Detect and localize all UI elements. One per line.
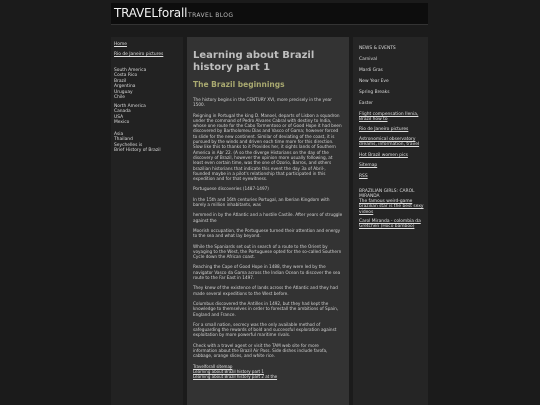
article-paragraph: Columbus discovered the Antilles in 1492, but they had kept the knowledge to themselves in order to forestall the ambitions of Spain, England and France. xyxy=(193,300,339,317)
nav-link[interactable]: Brief History of Brazil xyxy=(114,148,161,154)
article-title: Learning about Brazil history part 1 xyxy=(193,50,315,73)
article-paragraph: The history begins in the CENTURY XVI, more precisely in the year 1500. xyxy=(193,97,332,108)
article-paragraph: Reaching the Cape of Good Hope in 1488, they were led by the navigator Vasco da Gama across the Indian Ocean to discover the sea route to the Far East in 1497. xyxy=(193,264,341,281)
footer-link[interactable]: Travelforall sitemap xyxy=(193,363,233,369)
article-paragraph: Moorish occupation, the Portuguese turned their attention and energy to the sea and what lay beyond. xyxy=(193,227,341,239)
nav-link[interactable]: Argentina xyxy=(114,84,136,90)
site-tagline: TRAVEL BLOG xyxy=(188,12,234,19)
nav-link[interactable]: Canada xyxy=(114,109,131,115)
article-paragraph: Portuguese discoveries (1487-1497) xyxy=(193,186,269,192)
sidebar-link[interactable]: Astronomical observatory dreams, information, travel xyxy=(359,137,420,148)
site-header xyxy=(111,3,428,25)
sidebar-link[interactable]: Carol Miranda - colombia da Gretchen (Hoco bamboo) xyxy=(359,219,421,230)
sidebar-heading-news-events: NEWS & EVENTS xyxy=(359,46,396,51)
article-footer-links xyxy=(193,364,343,379)
nav-link[interactable]: Brazil xyxy=(114,78,127,84)
nav-link[interactable]: Mexico xyxy=(114,120,130,126)
sidebar-link[interactable]: Hot Brazil women pics xyxy=(359,153,408,158)
right-sidebar xyxy=(353,37,428,405)
article-paragraph: Check with a travel agent or visit the TAM web site for more information about the Brazil Air Pass. Side dishes include farofa, cabbage, orange slices, and white rice. xyxy=(193,342,328,359)
sidebar-link[interactable]: The famous weird-game brazilian star is the best sexy videos xyxy=(359,199,424,215)
article-paragraph: Reigning in Portugal the king D. Manoel, departs of Lisbon a squadron under the command of Pedro Alvares Cabral with destiny to India, whose one route for the Cabo Tormentoso or of Good Hope it had been discovered by Bartholomeu Dias and Vasco of Gama; however forced to slide for the new continent. Similar of deviating of the coast, it is pursued by the winds and driven each time more for this direction. Slow like this to thanks to it Provides her, it sights lands of Southern America in Abr 22. (A so the diverge Historians on the day of the discovery of Brazil, however the opinion more usually following, at least even certain time, was the one of Ozorio, Barros, and others brazilian historians that indicate this event the day 3a of Abril-, founded maybe in a pilot's relationship that participated in this expedition and for that eyewitness. xyxy=(193,112,342,182)
sidebar-link[interactable]: New Year Eve xyxy=(359,79,389,84)
article-paragraph: For a small nation, secrecy was the only available method of safeguarding the rewards of bold and successful exploration against exploitation by more powerful maritime rivals. xyxy=(193,321,337,338)
nav-group-south-america xyxy=(114,68,146,100)
sidebar-link[interactable]: Spring Breaks xyxy=(359,90,390,95)
sidebar-link[interactable]: Rio de Janeiro pictures xyxy=(359,127,409,132)
site-brand[interactable]: TRAVELforall xyxy=(114,6,188,20)
nav-rio-pictures-link[interactable]: Rio de Janeiro pictures xyxy=(114,52,164,58)
article-paragraph: While the Spaniards set out in search of a route to the Orient by voyaging to the West, the Portuguese opted for the so-called Southern Cycle down the African coast. xyxy=(193,243,342,260)
sidebar-link[interactable]: Carnival xyxy=(359,57,377,62)
nav-link[interactable]: USA xyxy=(114,114,124,120)
article-paragraph: In the 15th and 16th centuries Portugal, an Iberian Kingdom with barely a million inhabitants, was xyxy=(193,196,330,208)
nav-link[interactable]: Asia xyxy=(114,132,124,137)
footer-link[interactable]: Learning about Brazil history part 2 at the xyxy=(193,373,278,379)
nav-link[interactable]: Thailand xyxy=(114,137,133,143)
footer-link[interactable]: Learning about Brazil history part 1 xyxy=(193,368,264,374)
article-paragraph: hemmed in by the Atlantic and a hostile Castile. After years of struggle against the xyxy=(193,212,343,223)
nav-home-link[interactable]: Home xyxy=(114,42,127,47)
left-nav xyxy=(111,37,183,405)
article-paragraph: They knew of the existence of lands across the Atlantic and they had made several expeditions to the West before. xyxy=(193,285,338,296)
nav-link[interactable]: Uruguay xyxy=(114,89,133,95)
nav-link[interactable]: Seychelles is xyxy=(114,142,143,148)
sidebar-link[interactable]: Sitemap xyxy=(359,163,378,168)
sidebar-link[interactable]: Easter xyxy=(359,101,373,106)
sidebar-link[interactable]: RSS xyxy=(359,174,368,179)
nav-group-asia xyxy=(114,132,161,154)
nav-group-top xyxy=(114,42,163,58)
nav-link[interactable]: North America xyxy=(114,104,146,109)
nav-link[interactable]: Costa Rico xyxy=(114,73,138,79)
nav-group-north-america xyxy=(114,104,146,126)
sidebar-heading-brazilian-girls: BRAZILIAN GIRLS: CAROL MIRANDA xyxy=(359,189,415,200)
sidebar-link[interactable]: Flight compensation Ilenia, Brazil how to xyxy=(359,112,419,123)
article-content xyxy=(187,37,349,405)
nav-link[interactable]: South America xyxy=(114,68,147,73)
nav-link[interactable]: Chile xyxy=(114,95,125,101)
sidebar-link[interactable]: Mardi Gras xyxy=(359,68,383,73)
article-subtitle: The Brazil beginnings xyxy=(193,80,285,89)
